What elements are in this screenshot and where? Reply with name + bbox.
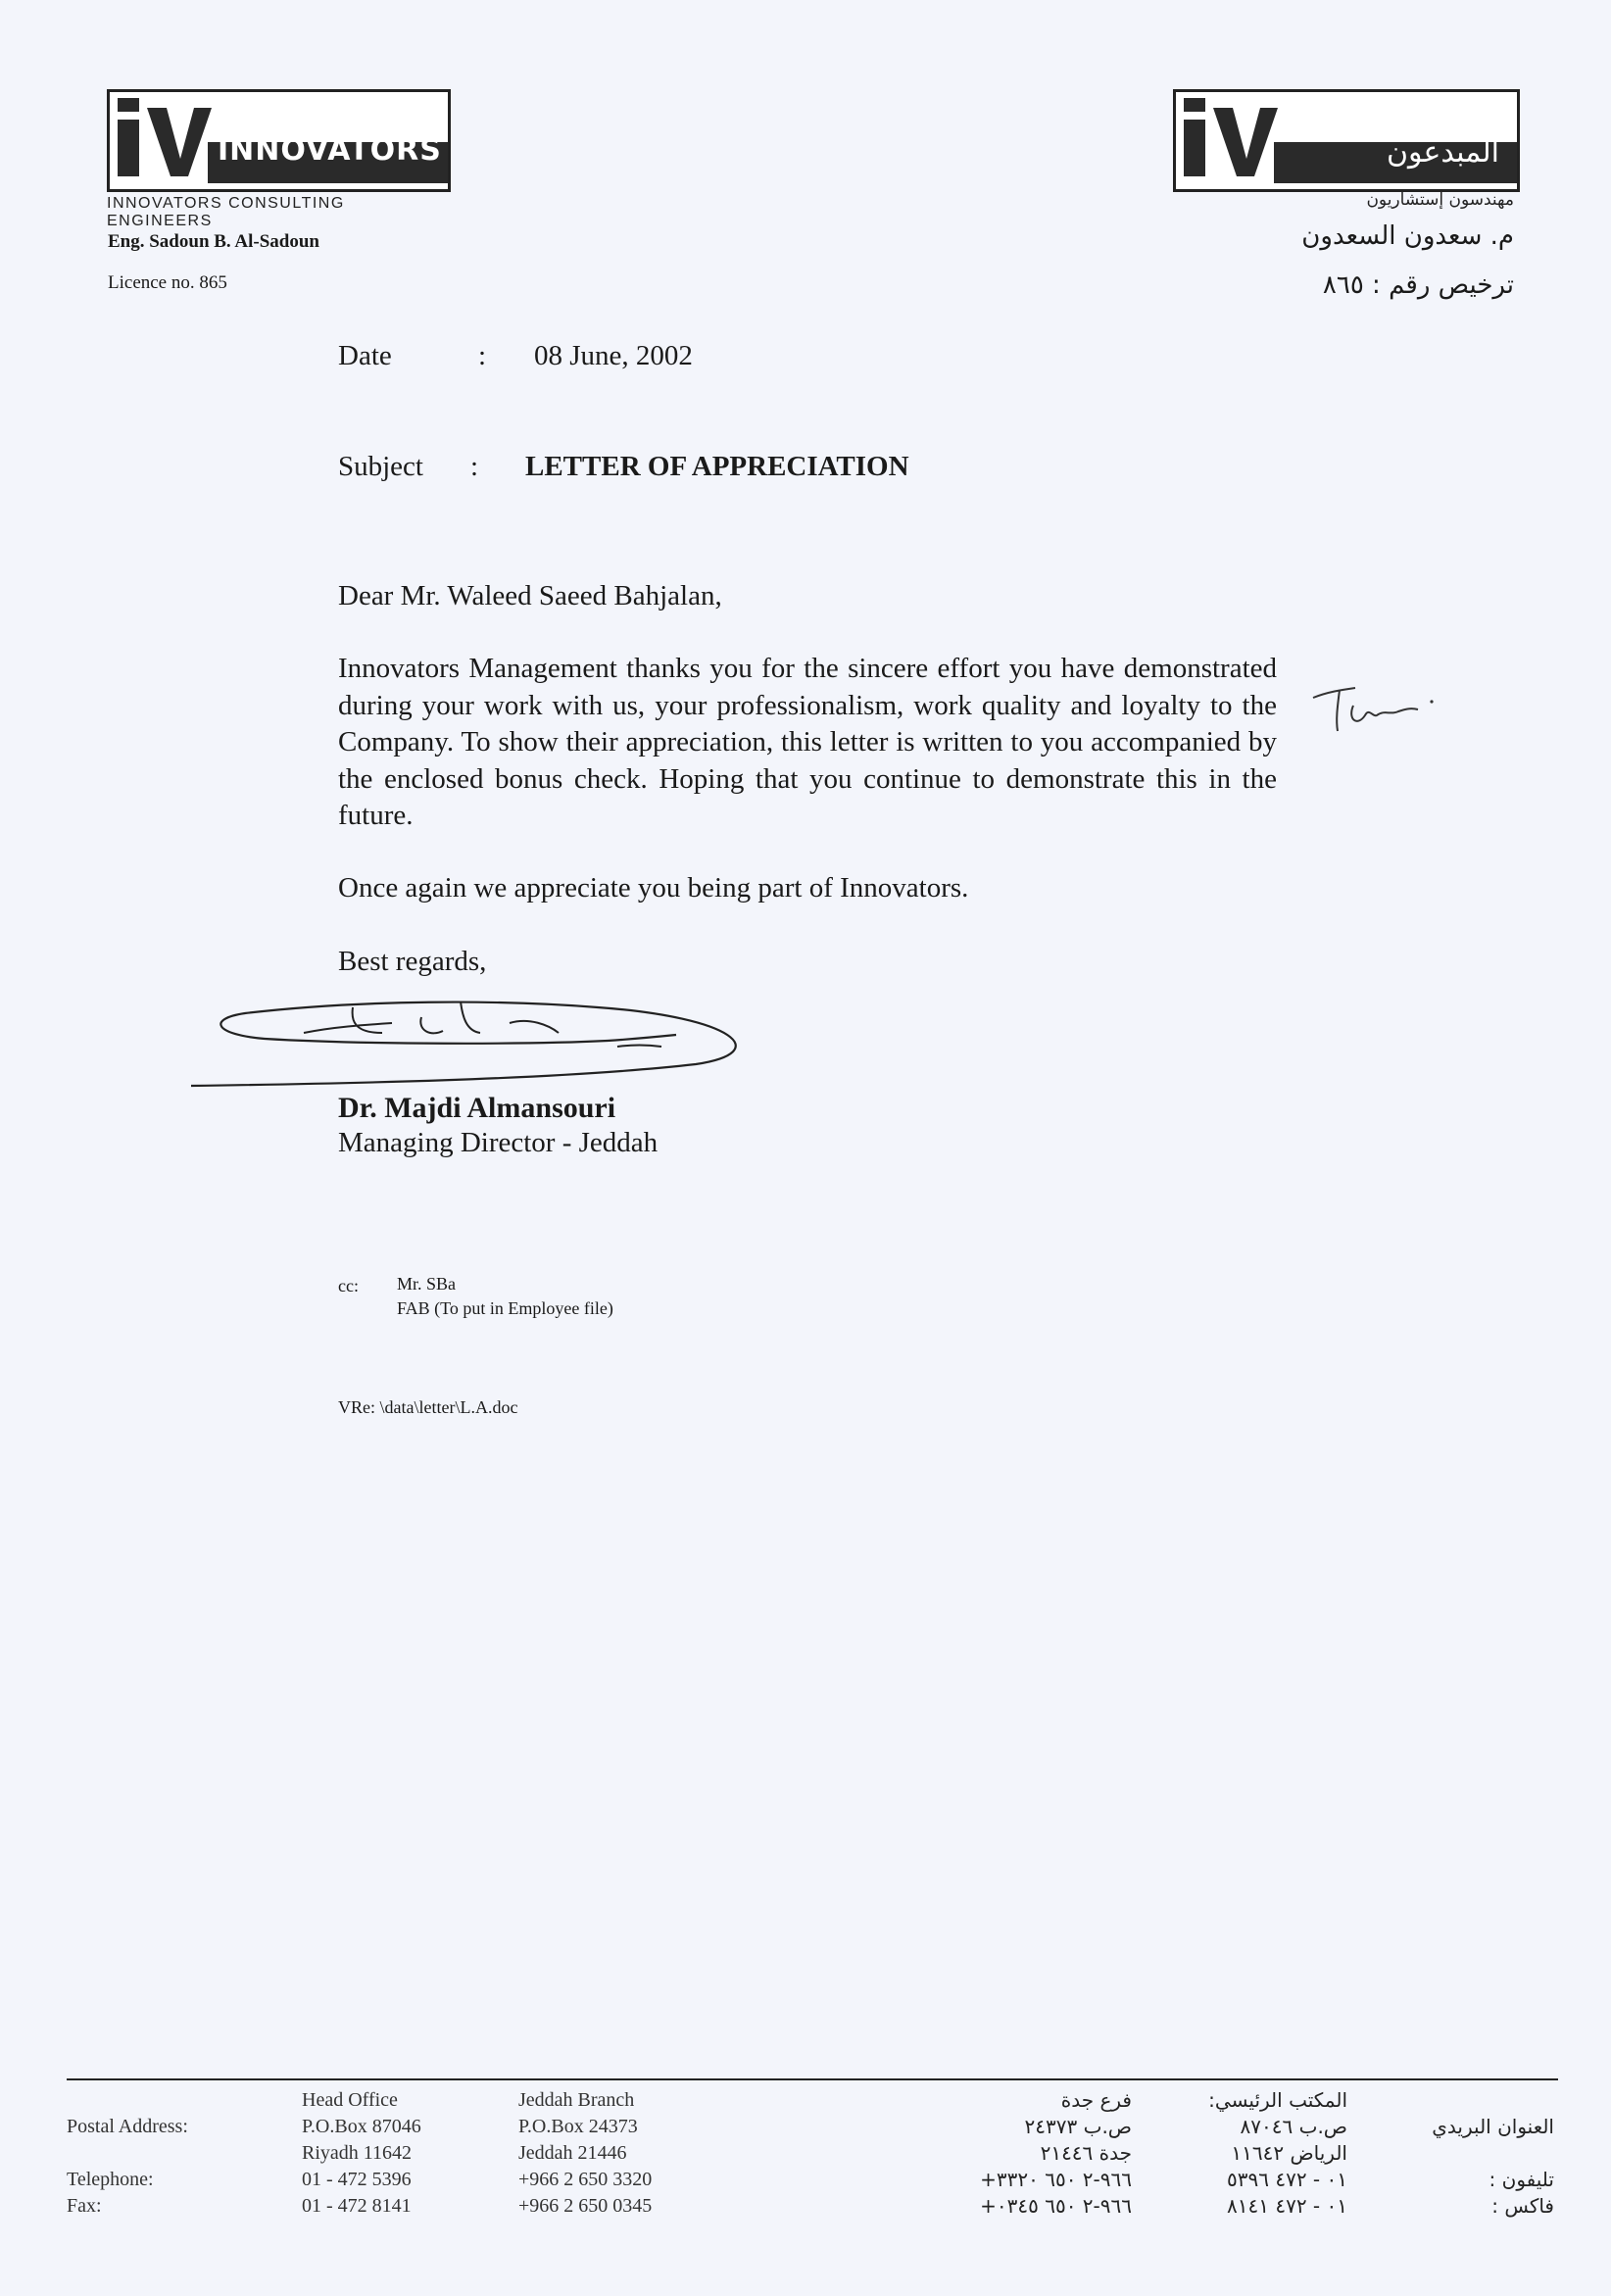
- footer-jeddah-fax-ar: +٩٦٦-٢ ٦٥٠ ٠٣٤٥: [980, 2194, 1132, 2218]
- footer-head-office-heading: Head Office: [302, 2089, 398, 2111]
- subject-label: Subject: [338, 451, 423, 482]
- closing: Best regards,: [338, 946, 487, 977]
- footer-head-office-pobox-ar: ص.ب ٨٧٠٤٦: [1240, 2115, 1347, 2138]
- footer-jeddah-heading: Jeddah Branch: [518, 2089, 635, 2111]
- brand-name-en: INNOVATORS: [218, 133, 442, 168]
- file-reference: VRe: \data\letter\L.A.doc: [338, 1397, 518, 1417]
- signer-name: Dr. Majdi Almansouri: [338, 1092, 616, 1124]
- footer-jeddah-city: Jeddah 21446: [518, 2142, 627, 2164]
- handwritten-initials: [1308, 676, 1440, 745]
- handwritten-signature: [186, 988, 755, 1096]
- footer-jeddah-city-ar: جدة ٢١٤٤٦: [1040, 2141, 1132, 2165]
- date-label: Date: [338, 340, 392, 371]
- salutation: Dear Mr. Waleed Saeed Bahjalan,: [338, 580, 722, 611]
- footer-jeddah-pobox-ar: ص.ب ٢٤٣٧٣: [1024, 2115, 1132, 2138]
- footer-head-office-phone: 01 - 472 5396: [302, 2169, 412, 2190]
- footer-label-fax-ar: فاكس :: [1491, 2194, 1554, 2218]
- owner-name-ar: م. سعدون السعدون: [1301, 221, 1514, 251]
- date-value: 08 June, 2002: [534, 340, 693, 371]
- footer-label-telephone: Telephone:: [67, 2169, 154, 2190]
- cc-line-1: Mr. SBa: [397, 1274, 457, 1294]
- owner-name-en: Eng. Sadoun B. Al-Sadoun: [108, 231, 319, 252]
- footer-jeddah-phone-ar: +٩٦٦-٢ ٦٥٠ ٣٣٢٠: [980, 2168, 1132, 2191]
- cc-line-2: FAB (To put in Employee file): [397, 1298, 613, 1318]
- footer-head-office-pobox: P.O.Box 87046: [302, 2116, 421, 2137]
- subject-value: LETTER OF APPRECIATION: [525, 451, 909, 482]
- footer-jeddah-heading-ar: فرع جدة: [1060, 2088, 1132, 2112]
- cc-label: cc:: [338, 1276, 359, 1295]
- footer-head-office-heading-ar: المكتب الرئيسي:: [1208, 2088, 1347, 2112]
- subject-separator: :: [470, 451, 479, 482]
- footer-jeddah-phone: +966 2 650 3320: [518, 2169, 653, 2190]
- footer-label-postal: Postal Address:: [67, 2116, 188, 2137]
- signer-title: Managing Director - Jeddah: [338, 1127, 659, 1158]
- footer-label-telephone-ar: تليفون :: [1489, 2168, 1554, 2191]
- footer-head-office-fax: 01 - 472 8141: [302, 2195, 412, 2217]
- footer-divider: [67, 2078, 1558, 2080]
- body-paragraph-1: Innovators Management thanks you for the sincere effort you have demonstrated during your work with us, your professionalism, work quality and loyalty to the Company. To show their appreciation, this letter is written to you accompanied by the enclosed bonus check. Hoping that you continue to demonstrate this in the future.: [338, 653, 1277, 831]
- company-logo-en: [107, 89, 451, 192]
- footer-head-office-phone-ar: ٠١ - ٤٧٢ ٥٣٩٦: [1227, 2168, 1347, 2191]
- licence-number-ar: ترخيص رقم : ٨٦٥: [1322, 270, 1514, 300]
- body-paragraph-2: Once again we appreciate you being part of Innovators.: [338, 872, 969, 904]
- footer-label-postal-ar: العنوان البريدي: [1432, 2115, 1554, 2138]
- footer-head-office-city: Riyadh 11642: [302, 2142, 413, 2164]
- brand-name-ar: المبدعون: [1386, 135, 1499, 170]
- licence-number-en: Licence no. 865: [108, 272, 227, 293]
- footer-label-fax: Fax:: [67, 2195, 102, 2217]
- footer-jeddah-fax: +966 2 650 0345: [518, 2195, 653, 2217]
- company-logo-ar: [1173, 89, 1520, 192]
- footer-head-office-fax-ar: ٠١ - ٤٧٢ ٨١٤١: [1227, 2194, 1347, 2218]
- company-tagline-en: INNOVATORS CONSULTING ENGINEERS: [107, 195, 345, 229]
- date-separator: :: [478, 340, 487, 371]
- footer-head-office-city-ar: الرياض ١١٦٤٢: [1231, 2141, 1347, 2165]
- footer-jeddah-pobox: P.O.Box 24373: [518, 2116, 638, 2137]
- company-tagline-ar: مهندسون إستشاريون: [1366, 190, 1514, 210]
